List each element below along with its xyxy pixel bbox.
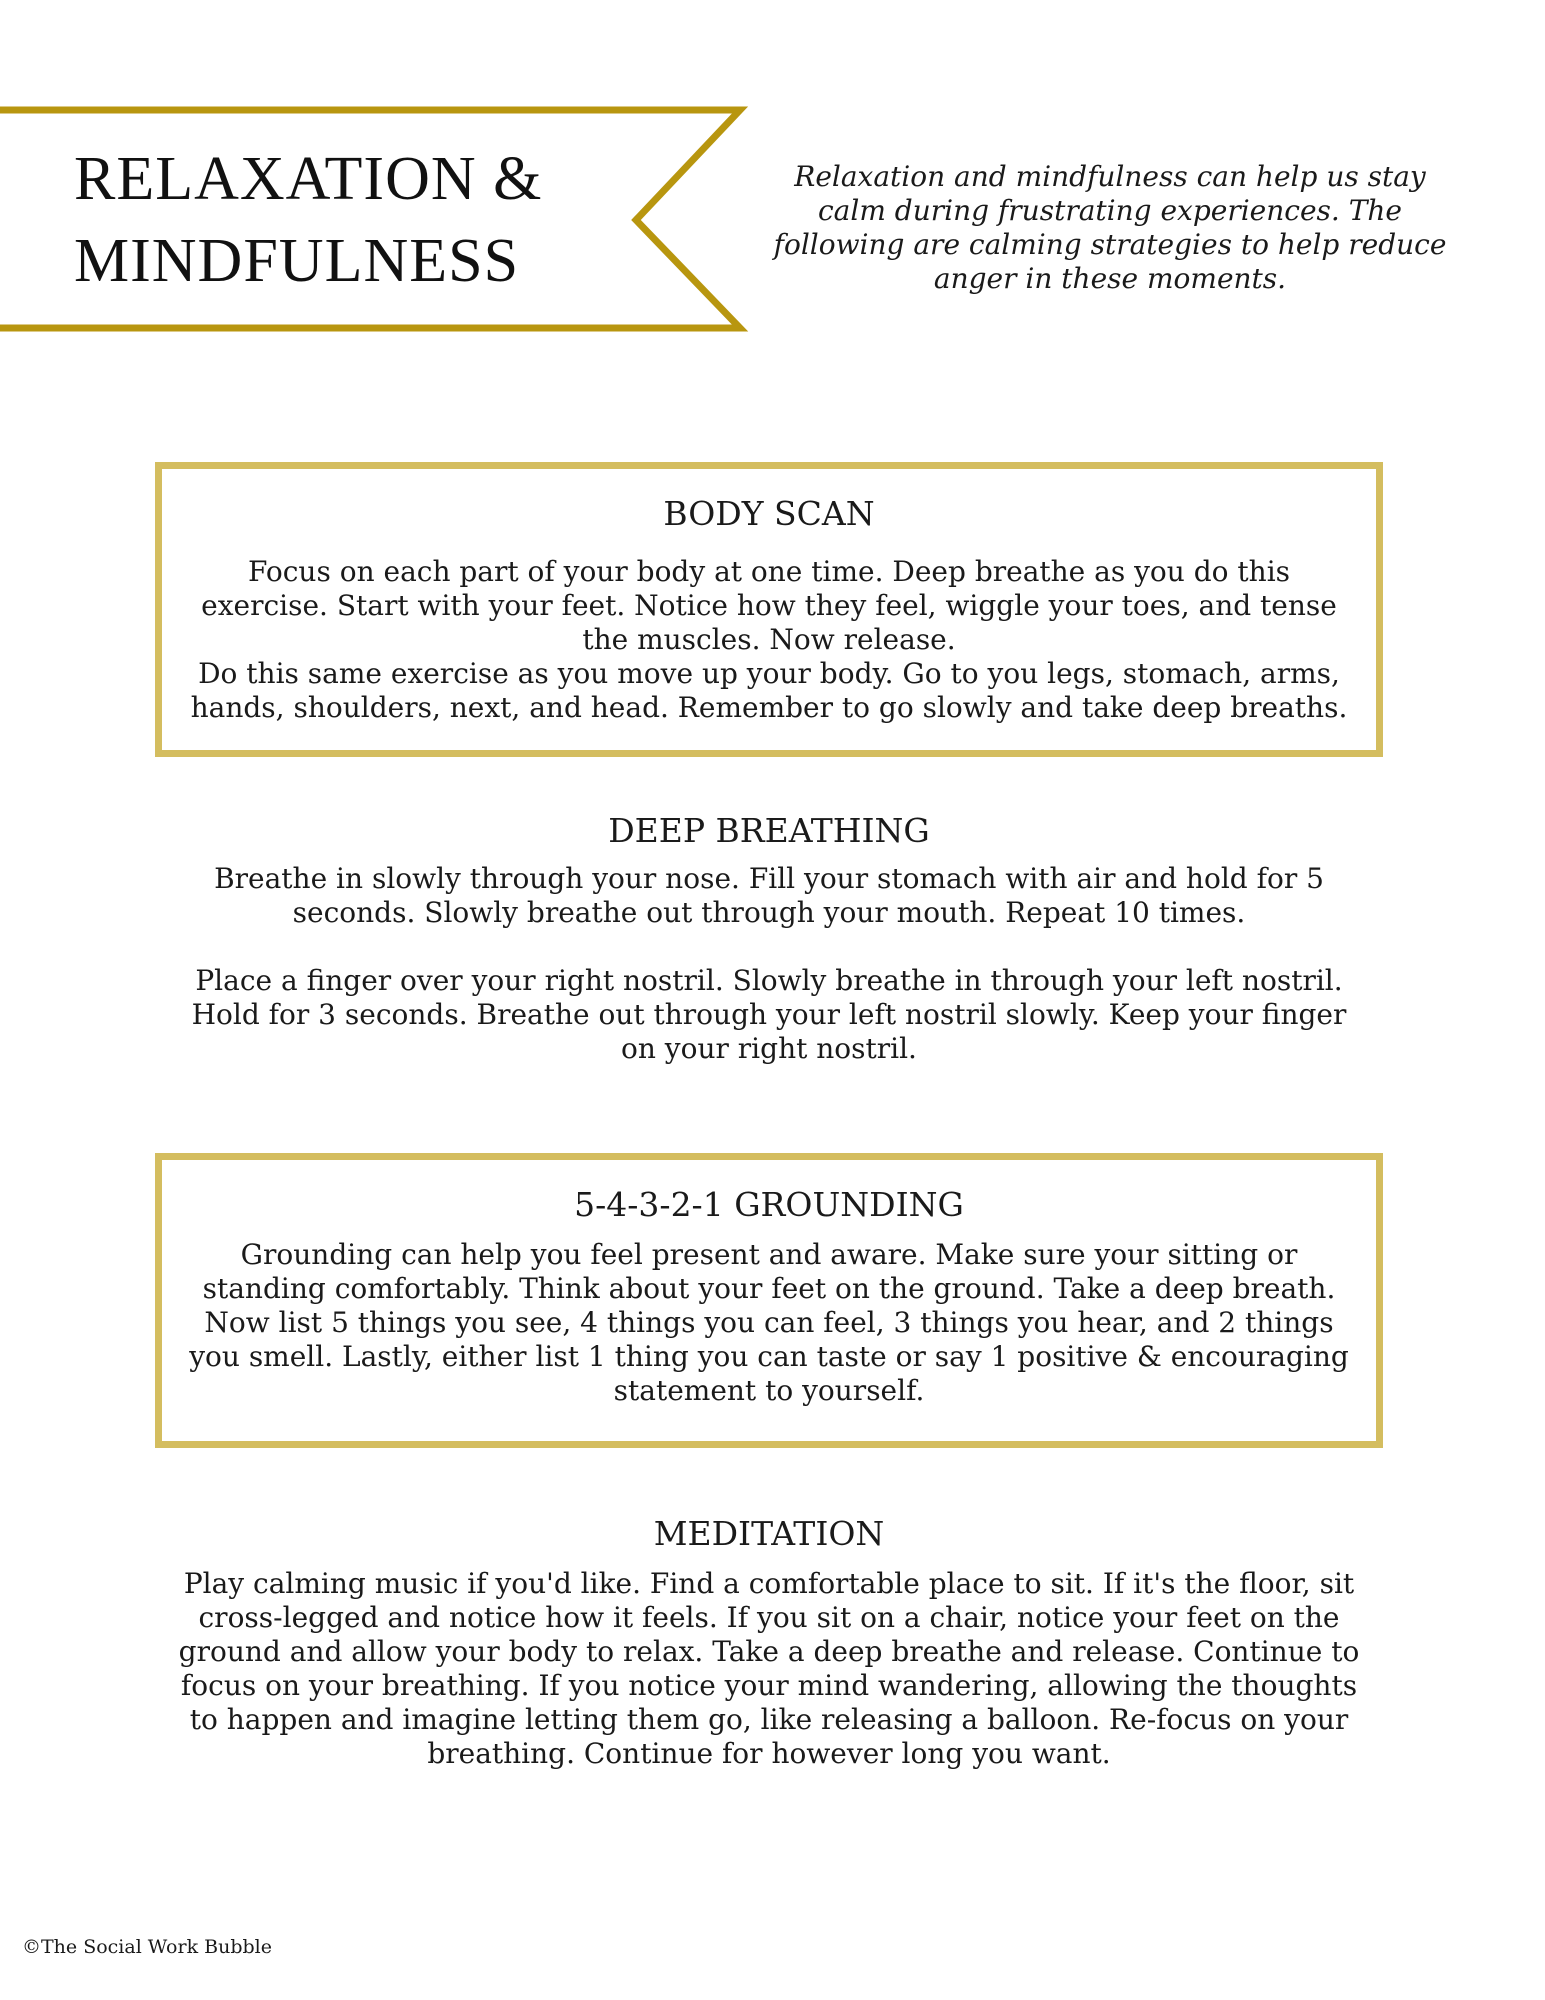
section-grounding (155, 1153, 1383, 1448)
section-paragraph: Focus on each part of your body at one time. Deep breathe as you do this exercise. Start with your feet. Notice how they feel, wiggle your toes, and tense the muscles. Now release. (201, 555, 1337, 656)
section-paragraph: Grounding can help you feel present and aware. Make sure your sitting or standing comfortably. Think about your feet on the ground. Take a deep breath. Now list 5 things you see, 4 things you can feel, 3 things you hear, and 2 things you smell. Lastly, either list 1 thing you can taste or say 1 positive & encouraging statement to yourself. (189, 1238, 1349, 1407)
page-title-line1: RELAXATION & (74, 145, 543, 213)
section-paragraph: Breathe in slowly through your nose. Fill your stomach with air and hold for 5 seconds. Slowly breathe out through your mouth. Repeat 10 times. (214, 862, 1324, 929)
section-paragraph: Play calming music if you'd like. Find a comfortable place to sit. If it's the floor, sit cross-legged and notice how it feels. If you sit on a chair, notice your feet on the ground and allow your body to relax. Take a deep breathe and release. Continue to focus on your breathing. If you notice your mind wandering, allowing the thoughts to happen and imagine letting them go, like releasing a balloon. Re-focus on your breathing. Continue for however long you want. (178, 1567, 1360, 1770)
section-title: MEDITATION (653, 1514, 885, 1553)
section-title: 5-4-3-2-1 GROUNDING (574, 1185, 964, 1224)
section-body-scan (155, 462, 1383, 757)
section-paragraph: Place a finger over your right nostril. Slowly breathe in through your left nostril. Hold for 3 seconds. Breathe out through your left nostril slowly. Keep your finger on your right nostril. (191, 964, 1347, 1065)
copyright-footer: ©The Social Work Bubble (22, 1936, 272, 1958)
section-paragraph: Do this same exercise as you move up your body. Go to you legs, stomach, arms, hands, shoulders, next, and head. Remember to go slowly and take deep breaths. (190, 657, 1348, 724)
intro-text: Relaxation and mindfulness can help us stay calm during frustrating experiences. The following are calming strategies to help reduce anger in these moments. (773, 160, 1447, 295)
section-title: DEEP BREATHING (608, 811, 930, 850)
page-title-line2: MINDFULNESS (74, 227, 520, 295)
section-deep-breathing (155, 810, 1383, 1066)
section-meditation (155, 1513, 1383, 1771)
section-title: BODY SCAN (663, 494, 875, 533)
page-title (74, 138, 542, 302)
